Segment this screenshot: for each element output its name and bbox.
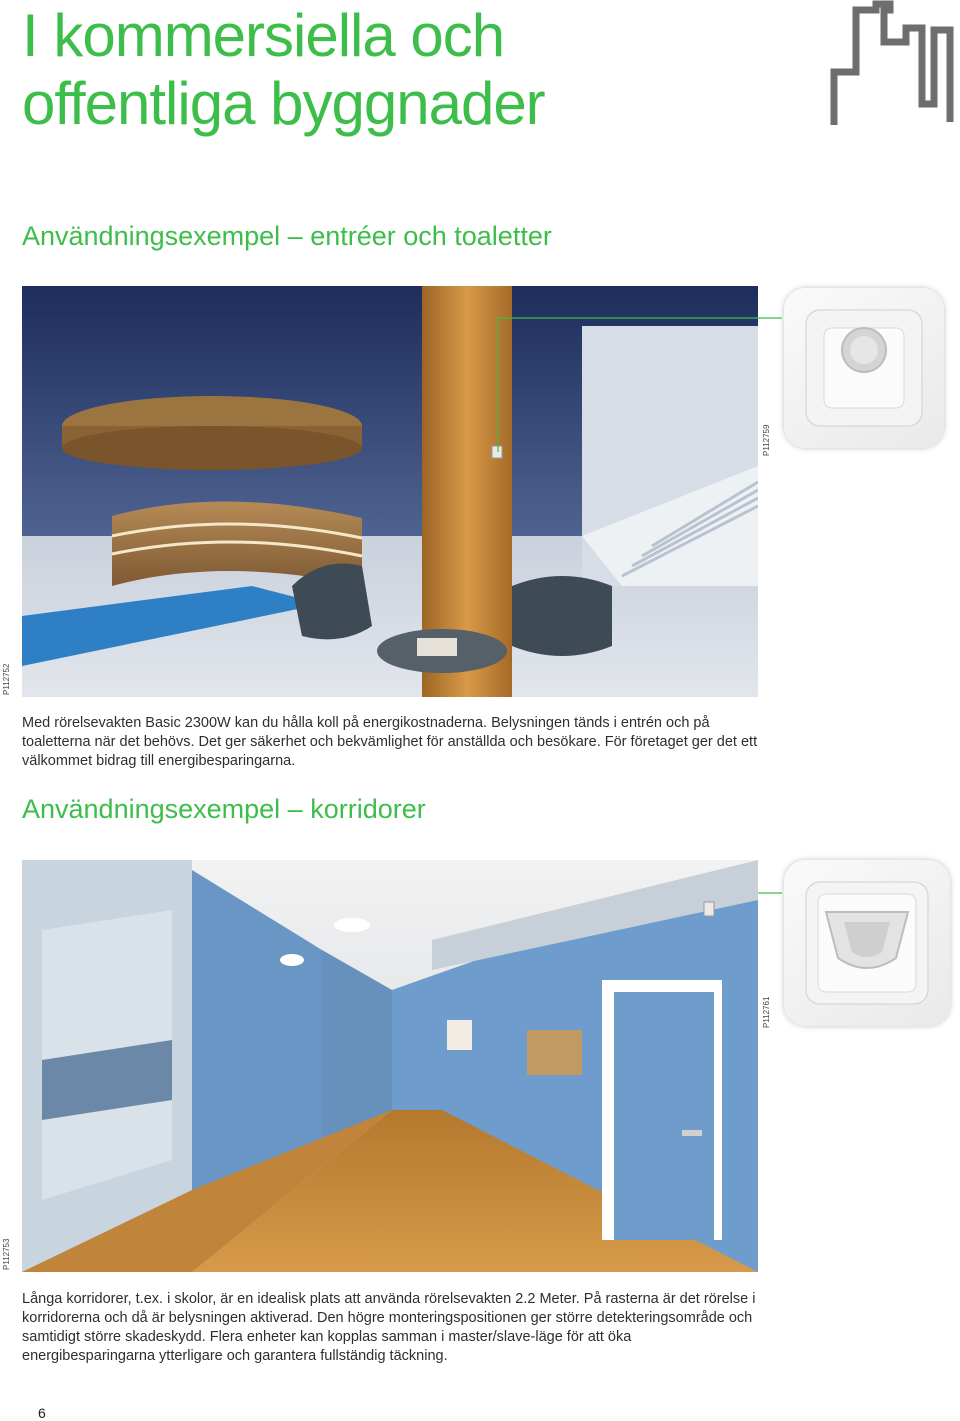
photo-entrance-lobby <box>22 286 758 697</box>
motion-sensor-2-2-meter-image <box>784 860 950 1026</box>
section-heading-corridors: Användningsexempel – korridorer <box>22 794 426 824</box>
sensor-code-2-2-meter: P112761 <box>762 996 771 1028</box>
section-heading-entrances: Användningsexempel – entréer och toaletter <box>22 221 552 251</box>
motion-sensor-basic-image <box>784 288 944 448</box>
title-line-1: I kommersiella och <box>22 2 505 69</box>
sensor-code-basic: P112759 <box>762 424 771 456</box>
page-title <box>22 2 742 138</box>
section1-body-text: Med rörelsevakten Basic 2300W kan du hålla koll på energikostnaderna. Belysningen tänds i entrén och på toaletterna när det behövs. Det ger säkerhet och bekvämlighet för anställda och besökare. För företaget ger det ett välkommet bidrag till energibesparingarna. <box>22 715 758 769</box>
photo-code-entrance: P112752 <box>2 663 11 695</box>
page-number: 6 <box>38 1405 46 1421</box>
photo-corridor <box>22 860 758 1272</box>
photo-code-corridor: P112753 <box>2 1238 11 1270</box>
section2-body-text: Långa korridorer, t.ex. i skolor, är en idealisk plats att använda rörelsevakten 2.2 Meter. På rasterna är det rörelse i korridorerna och då är belysningen aktiverad. Den högre monteringspositionen ger större detekteringsområde och samtidigt större skadeskydd. Flera enheter kan kopplas samman i master/slave-läge för att öka energibesparingarna ytterligare och garantera fullständig täckning. <box>22 1291 756 1364</box>
building-skyline-icon <box>810 0 955 130</box>
title-line-2: offentliga byggnader <box>22 70 545 137</box>
